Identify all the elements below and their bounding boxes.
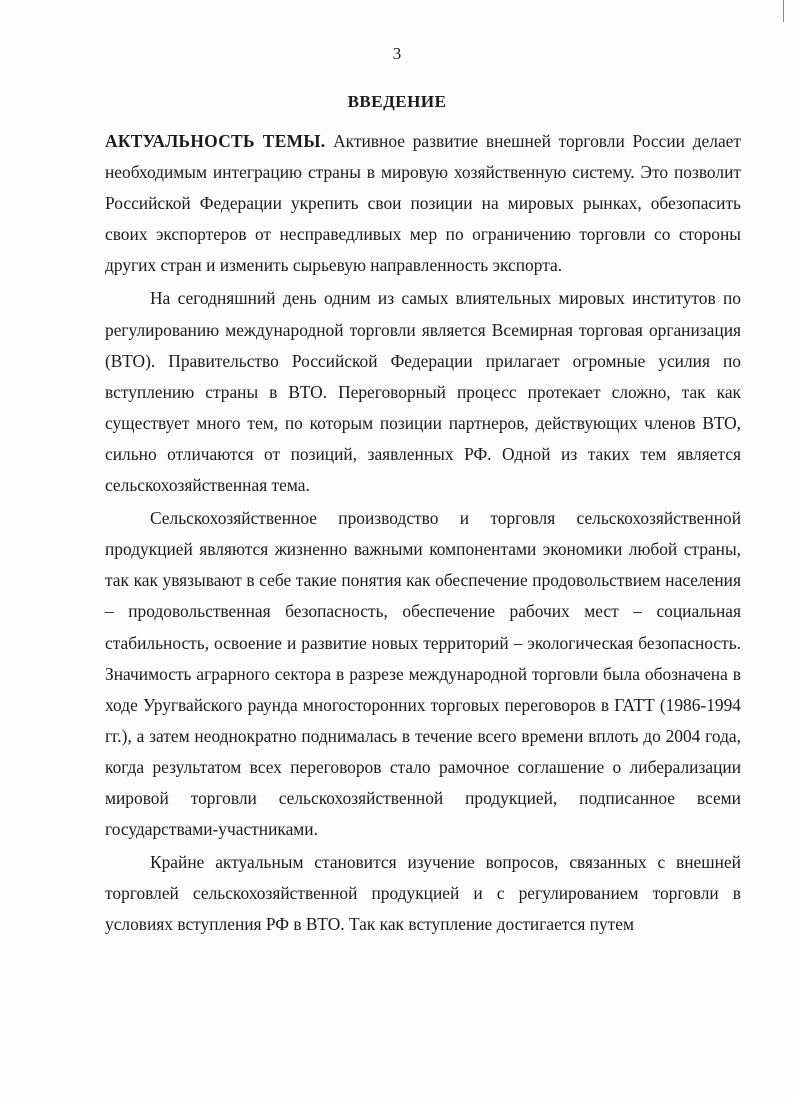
section-heading: ВВЕДЕНИЕ [347, 92, 447, 111]
paragraph-wto: На сегодняшний день одним из самых влиятельных мировых институтов по регулированию международной торговли является Всемирная торговая организация (ВТО). Правительство Российской Федерации прилагает огромные усилия по вступлению страны в ВТО. Переговорный процесс протекает сложно, так как существует много тем, по которым позиции партнеров, действующих членов ВТО, сильно отличаются от позиций, заявленных РФ. Одной из таких тем является сельскохозяйственная тема. [105, 288, 741, 496]
paragraph-trade-regulation: Крайне актуальным становится изучение вопросов, связанных с внешней торговлей сельскохозяйственной продукцией и с регулированием торговли в условиях вступления РФ в ВТО. Так как вступление достигается путем [105, 852, 741, 935]
relevance-lead-label: АКТУАЛЬНОСТЬ ТЕМЫ. [105, 131, 326, 151]
scan-edge-mark [783, 0, 784, 22]
paragraph-text: Активное развитие внешней торговли России делает необходимым интеграцию страны в мировую хозяйственную систему. Это позволит Российской Федерации укрепить свои позиции на мировых рынках, обезопасить своих экспортеров от несправедливых мер по ограничению торговли со стороны других стран и изменить сырьевую направленность экспорта. [105, 131, 741, 276]
page-number: 3 [392, 44, 402, 63]
paragraph-agriculture: Сельскохозяйственное производство и торговля сельскохозяйственной продукцией являются жизненно важными компонентами экономики любой страны, так как увязывают в себе такие понятия как обеспечение продовольствием населения – продовольственная безопасность, обеспечение рабочих мест – социальная стабильность, освоение и развитие новых территорий – экологическая безопасность. Значимость аграрного сектора в разрезе международной торговли была обозначена в ходе Уругвайского раунда многосторонних торговых переговоров в ГАТТ (1986-1994 гг.), а затем неоднократно поднималась в течение всего времени вплоть до 2004 года, когда результатом всех переговоров стало рамочное соглашение о либерализации мировой торговли сельскохозяйственной продукцией, подписанное всеми государствами-участниками. [105, 508, 741, 840]
body-text [105, 126, 741, 940]
paragraph-relevance [105, 126, 741, 281]
